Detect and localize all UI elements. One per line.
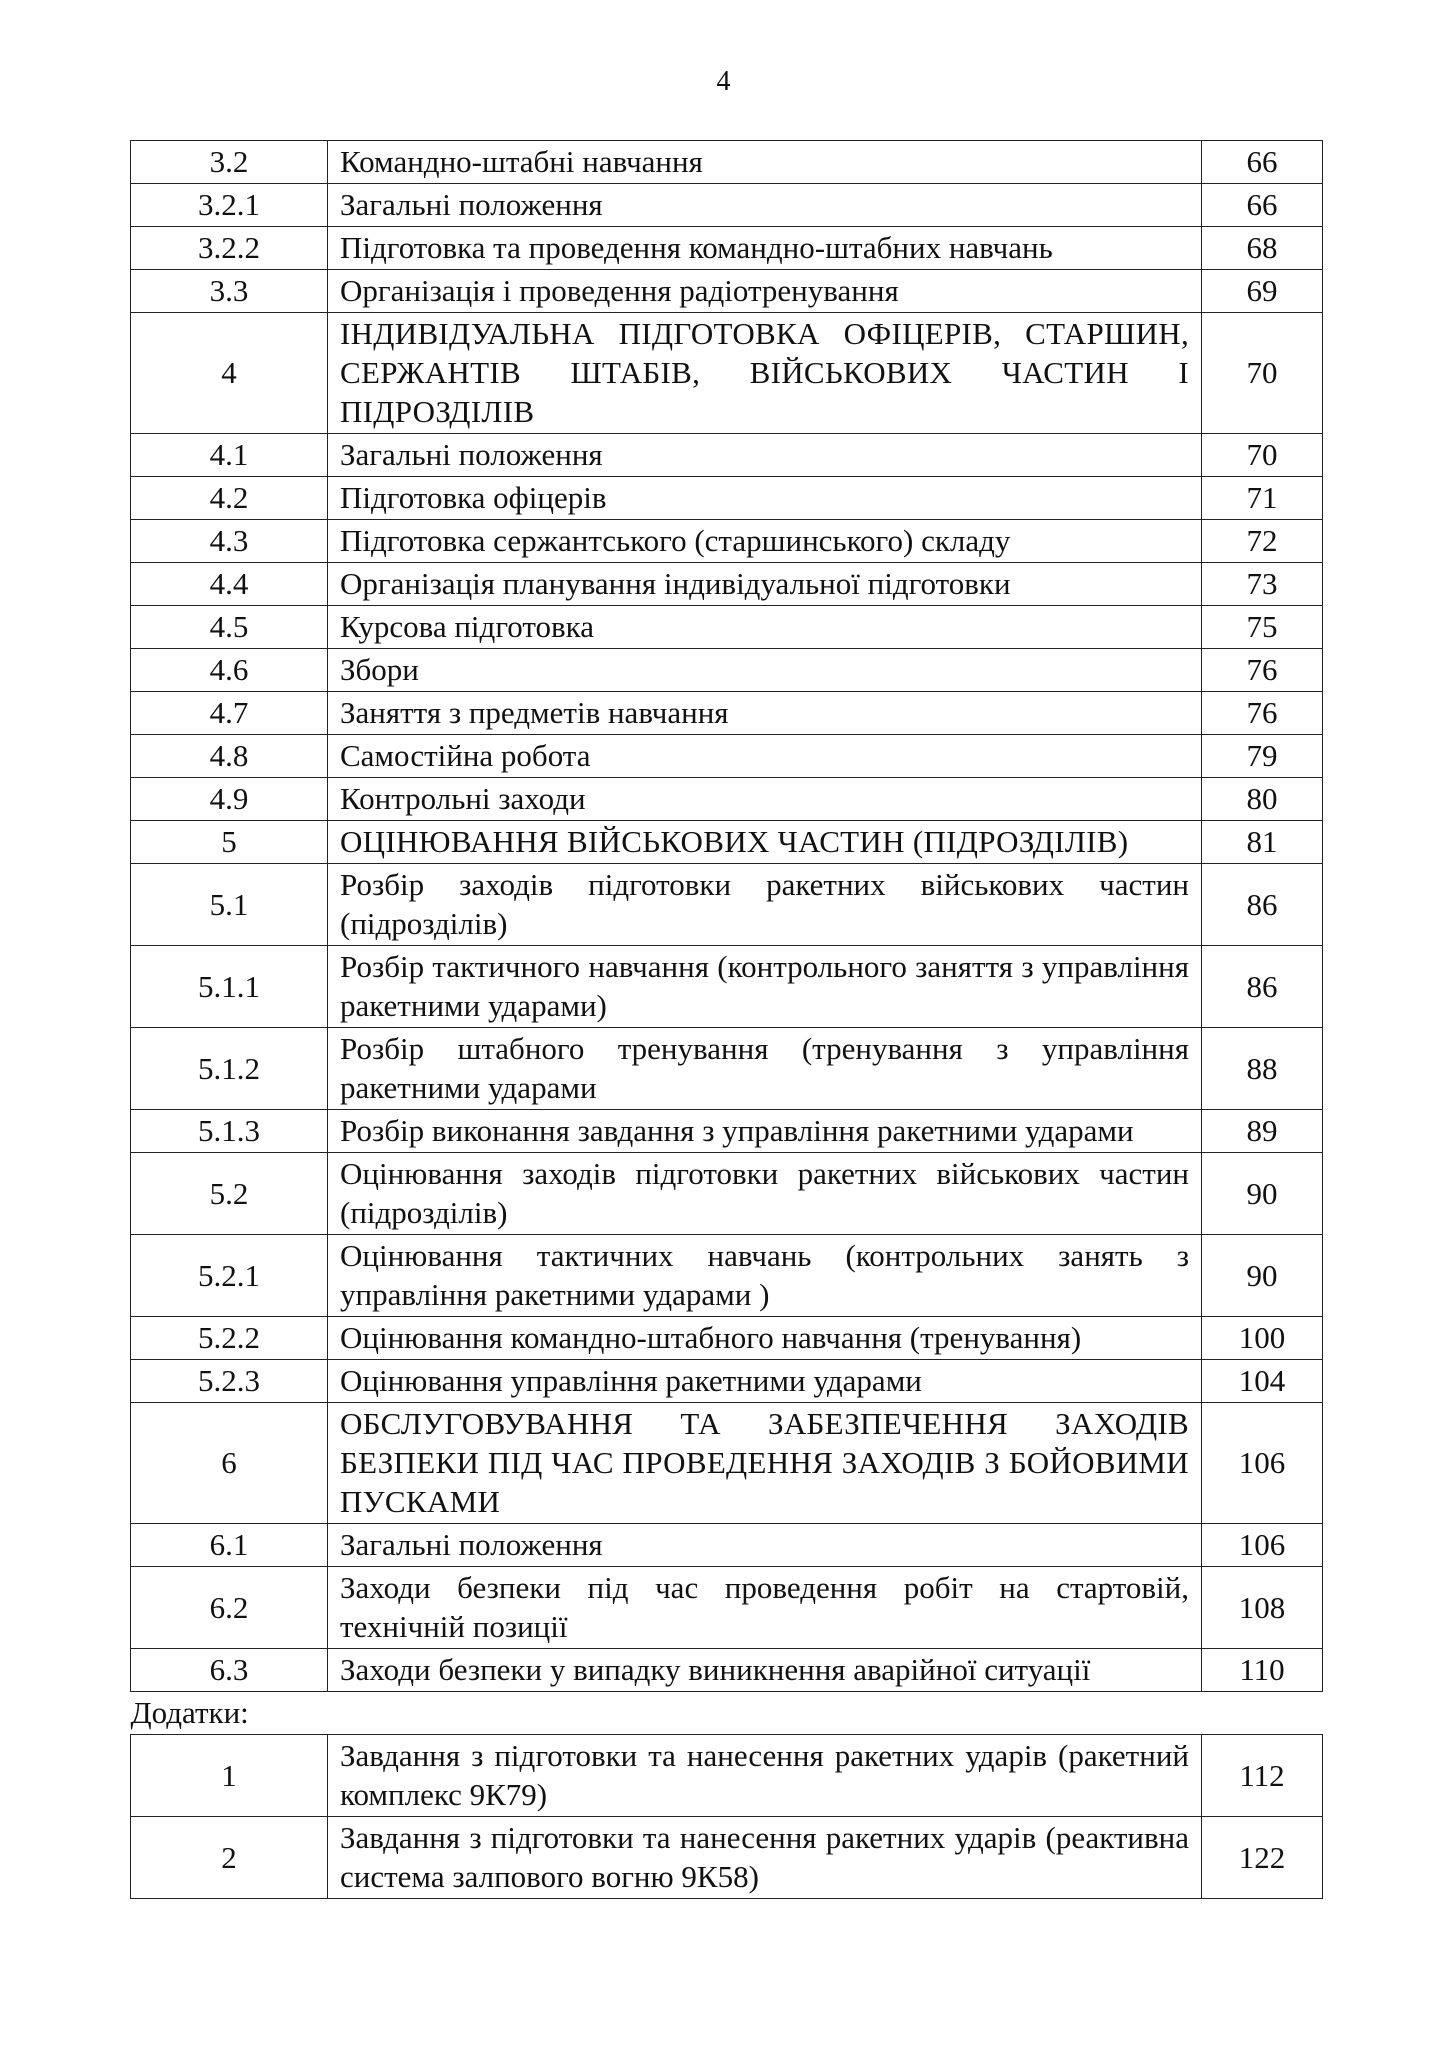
appendix-header-row [131, 1692, 1323, 1735]
section-title: Заняття з предметів навчання [328, 692, 1202, 735]
toc-row-chapter [131, 1403, 1323, 1524]
section-number: 4.4 [131, 563, 328, 606]
toc-row [131, 735, 1323, 778]
section-title: Заходи безпеки у випадку виникнення аварійної ситуації [328, 1649, 1202, 1692]
appendix-title: Завдання з підготовки та нанесення ракетних ударів (ракетний комплекс 9К79) [328, 1735, 1202, 1817]
section-number: 4.5 [131, 606, 328, 649]
section-number: 5.2.1 [131, 1235, 328, 1317]
section-number: 3.2.2 [131, 227, 328, 270]
section-number: 6.1 [131, 1524, 328, 1567]
section-number: 3.2 [131, 141, 328, 184]
page-ref: 106 [1202, 1524, 1323, 1567]
toc-row [131, 1649, 1323, 1692]
toc-row [131, 1524, 1323, 1567]
page-ref: 80 [1202, 778, 1323, 821]
section-title: Командно-штабні навчання [328, 141, 1202, 184]
page-ref: 71 [1202, 477, 1323, 520]
page-ref: 76 [1202, 692, 1323, 735]
toc-row [131, 477, 1323, 520]
page-ref: 75 [1202, 606, 1323, 649]
appendix-title: Завдання з підготовки та нанесення ракетних ударів (реактивна система залпового вогню 9К58) [328, 1817, 1202, 1899]
section-title: Загальні положення [328, 184, 1202, 227]
chapter-title: ОБСЛУГОВУВАННЯ ТА ЗАБЕЗПЕЧЕННЯ ЗАХОДІВ БЕЗПЕКИ ПІД ЧАС ПРОВЕДЕННЯ ЗАХОДІВ З БОЙОВИМИ ПУСКАМИ [328, 1403, 1202, 1524]
section-number: 5.2.3 [131, 1360, 328, 1403]
toc-row [131, 1153, 1323, 1235]
section-title: Самостійна робота [328, 735, 1202, 778]
section-number: 4.3 [131, 520, 328, 563]
section-number: 5.1.1 [131, 946, 328, 1028]
page-ref: 66 [1202, 141, 1323, 184]
page-ref: 104 [1202, 1360, 1323, 1403]
page-ref: 90 [1202, 1153, 1323, 1235]
page-ref: 73 [1202, 563, 1323, 606]
section-number: 4 [131, 313, 328, 434]
page-ref: 70 [1202, 434, 1323, 477]
page-ref: 66 [1202, 184, 1323, 227]
page-ref: 76 [1202, 649, 1323, 692]
page-ref: 69 [1202, 270, 1323, 313]
chapter-title: ОЦІНЮВАННЯ ВІЙСЬКОВИХ ЧАСТИН (ПІДРОЗДІЛІВ) [328, 821, 1202, 864]
section-number: 5.1.2 [131, 1028, 328, 1110]
toc-row [131, 184, 1323, 227]
appendix-number: 2 [131, 1817, 328, 1899]
toc-row [131, 270, 1323, 313]
appendix-row [131, 1735, 1323, 1817]
page-ref: 110 [1202, 1649, 1323, 1692]
section-title: Організація і проведення радіотренування [328, 270, 1202, 313]
section-title: Розбір тактичного навчання (контрольного заняття з управління ракетними ударами) [328, 946, 1202, 1028]
section-number: 3.3 [131, 270, 328, 313]
section-title: Загальні положення [328, 1524, 1202, 1567]
page-number: 4 [716, 66, 731, 97]
toc-row [131, 227, 1323, 270]
section-number: 6.3 [131, 1649, 328, 1692]
page-ref: 100 [1202, 1317, 1323, 1360]
section-title: Організація планування індивідуальної підготовки [328, 563, 1202, 606]
page-ref: 81 [1202, 821, 1323, 864]
section-title: Підготовка сержантського (старшинського) складу [328, 520, 1202, 563]
page-ref: 88 [1202, 1028, 1323, 1110]
section-number: 4.2 [131, 477, 328, 520]
section-title: Підготовка та проведення командно-штабних навчань [328, 227, 1202, 270]
toc-row [131, 1110, 1323, 1153]
toc-row [131, 606, 1323, 649]
section-number: 3.2.1 [131, 184, 328, 227]
toc-row [131, 778, 1323, 821]
page-ref: 112 [1202, 1735, 1323, 1817]
section-title: Курсова підготовка [328, 606, 1202, 649]
section-title: Підготовка офіцерів [328, 477, 1202, 520]
section-title: Збори [328, 649, 1202, 692]
page-ref: 106 [1202, 1403, 1323, 1524]
page-ref: 86 [1202, 864, 1323, 946]
page-ref: 72 [1202, 520, 1323, 563]
toc-row [131, 1235, 1323, 1317]
toc-row [131, 649, 1323, 692]
toc-row [131, 1317, 1323, 1360]
section-title: Оцінювання тактичних навчань (контрольних занять з управління ракетними ударами ) [328, 1235, 1202, 1317]
table-of-contents [130, 140, 1323, 1899]
page-ref: 122 [1202, 1817, 1323, 1899]
section-title: Розбір заходів підготовки ракетних військових частин (підрозділів) [328, 864, 1202, 946]
section-title: Заходи безпеки під час проведення робіт на стартовій, технічній позиції [328, 1567, 1202, 1649]
page-ref: 86 [1202, 946, 1323, 1028]
page-ref: 108 [1202, 1567, 1323, 1649]
section-title: Контрольні заходи [328, 778, 1202, 821]
toc-row-chapter [131, 313, 1323, 434]
page-ref: 70 [1202, 313, 1323, 434]
section-title: Оцінювання управління ракетними ударами [328, 1360, 1202, 1403]
toc-row [131, 434, 1323, 477]
appendix-label: Додатки: [131, 1692, 1323, 1735]
toc-row [131, 1567, 1323, 1649]
toc-row [131, 946, 1323, 1028]
appendix-row [131, 1817, 1323, 1899]
section-number: 5.2 [131, 1153, 328, 1235]
toc-row [131, 1360, 1323, 1403]
toc-row [131, 141, 1323, 184]
toc-row [131, 692, 1323, 735]
section-number: 6 [131, 1403, 328, 1524]
appendix-number: 1 [131, 1735, 328, 1817]
section-number: 5.1 [131, 864, 328, 946]
section-number: 4.9 [131, 778, 328, 821]
page-ref: 89 [1202, 1110, 1323, 1153]
section-number: 4.8 [131, 735, 328, 778]
page-ref: 68 [1202, 227, 1323, 270]
section-title: Розбір виконання завдання з управління ракетними ударами [328, 1110, 1202, 1153]
toc-row [131, 563, 1323, 606]
section-number: 4.6 [131, 649, 328, 692]
page-ref: 90 [1202, 1235, 1323, 1317]
section-number: 4.7 [131, 692, 328, 735]
section-title: Розбір штабного тренування (тренування з управління ракетними ударами [328, 1028, 1202, 1110]
section-title: Оцінювання командно-штабного навчання (тренування) [328, 1317, 1202, 1360]
section-title: Оцінювання заходів підготовки ракетних військових частин (підрозділів) [328, 1153, 1202, 1235]
page-ref: 79 [1202, 735, 1323, 778]
chapter-title: ІНДИВІДУАЛЬНА ПІДГОТОВКА ОФІЦЕРІВ, СТАРШИН, СЕРЖАНТІВ ШТАБІВ, ВІЙСЬКОВИХ ЧАСТИН І ПІДРОЗДІЛІВ [328, 313, 1202, 434]
toc-row [131, 864, 1323, 946]
section-number: 5 [131, 821, 328, 864]
toc-row-chapter [131, 821, 1323, 864]
section-number: 5.1.3 [131, 1110, 328, 1153]
toc-row [131, 520, 1323, 563]
section-number: 6.2 [131, 1567, 328, 1649]
toc-row [131, 1028, 1323, 1110]
section-title: Загальні положення [328, 434, 1202, 477]
section-number: 4.1 [131, 434, 328, 477]
section-number: 5.2.2 [131, 1317, 328, 1360]
